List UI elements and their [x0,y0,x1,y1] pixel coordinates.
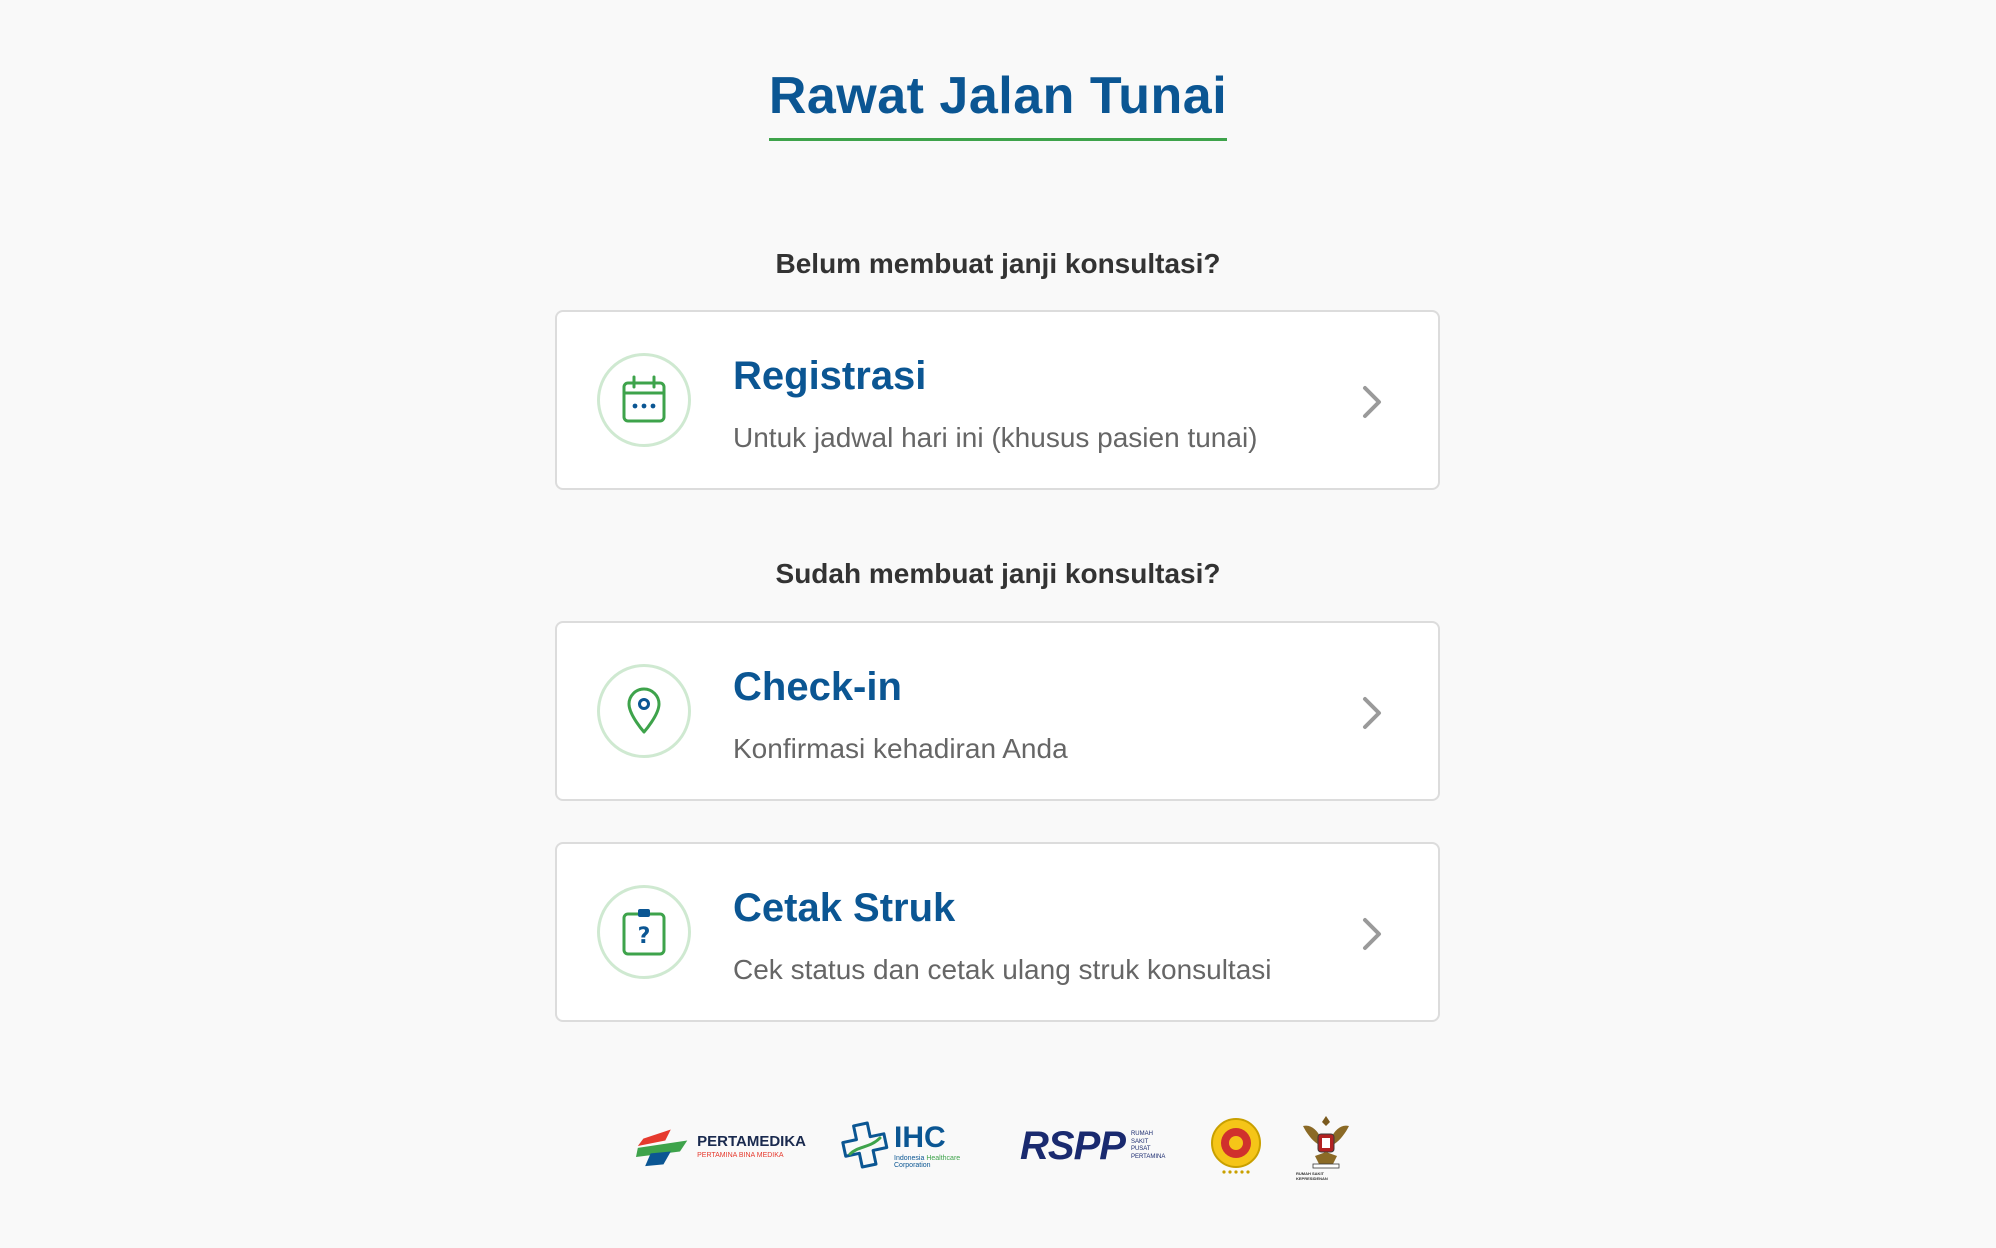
section-heading-existing: Sudah membuat janji konsultasi? [775,558,1221,589]
cetak-struk-title: Cetak Struk [733,886,956,930]
cetak-struk-subtitle: Cek status dan cetak ulang struk konsultasi [733,954,1272,985]
calendar-icon [621,375,667,425]
location-pin-icon [624,686,664,736]
rspp-tagline-4: PERTAMINA [1130,1153,1166,1160]
rspp-tagline-1: RUMAH [1130,1131,1153,1137]
chevron-right-icon [1352,382,1392,422]
chevron-right-icon [1352,914,1392,954]
pertamedika-logo [636,1110,806,1182]
pertamedika-name: PERTAMEDIKA [697,1132,806,1150]
garuda-caption: RUMAH SAKIT KEPRESIDENAN [1296,1170,1328,1181]
page-title-wrapper [0,66,1996,141]
ihc-logo [840,1110,980,1182]
ihc-tagline-3: Corporation [894,1162,931,1169]
ihc-tagline-2: Healthcare [926,1155,961,1162]
accreditation-seal-icon [1210,1117,1262,1175]
rspp-tagline-2: SAKIT [1130,1138,1149,1145]
checkin-subtitle: Konfirmasi kehadiran Anda [733,733,1068,764]
rspp-logo [1020,1110,1170,1182]
registrasi-card[interactable] [555,310,1440,490]
registrasi-subtitle: Untuk jadwal hari ini (khusus pasien tunai) [733,422,1258,453]
pertamedika-tagline: PERTAMINA BINA MEDIKA [697,1151,784,1159]
page-title: Rawat Jalan Tunai [769,66,1227,141]
accreditation-seal-logo [1210,1110,1262,1182]
ihc-name: IHC [894,1121,946,1154]
checkin-card[interactable] [555,621,1440,801]
ihc-cross-icon [840,1120,890,1172]
svg-text:?: ? [637,924,651,949]
registrasi-icon-circle [597,353,691,447]
chevron-right-icon [1352,693,1392,733]
ihc-tagline-1: Indonesia [894,1155,925,1162]
checkin-title: Check-in [733,665,902,709]
garuda-logo [1296,1110,1356,1182]
rspp-name: RSPP [1020,1123,1125,1168]
partner-logos [0,1110,1996,1182]
cetak-struk-card[interactable] [555,842,1440,1022]
section-heading-new: Belum membuat janji konsultasi? [775,248,1221,279]
clipboard-question-icon [621,906,667,958]
rspp-tagline-3: PUSAT [1130,1146,1151,1152]
registrasi-title: Registrasi [733,354,927,398]
pertamedika-mark-icon [636,1124,689,1168]
cetak-struk-icon-circle [597,885,691,979]
checkin-icon-circle [597,664,691,758]
garuda-emblem-icon [1299,1112,1353,1170]
